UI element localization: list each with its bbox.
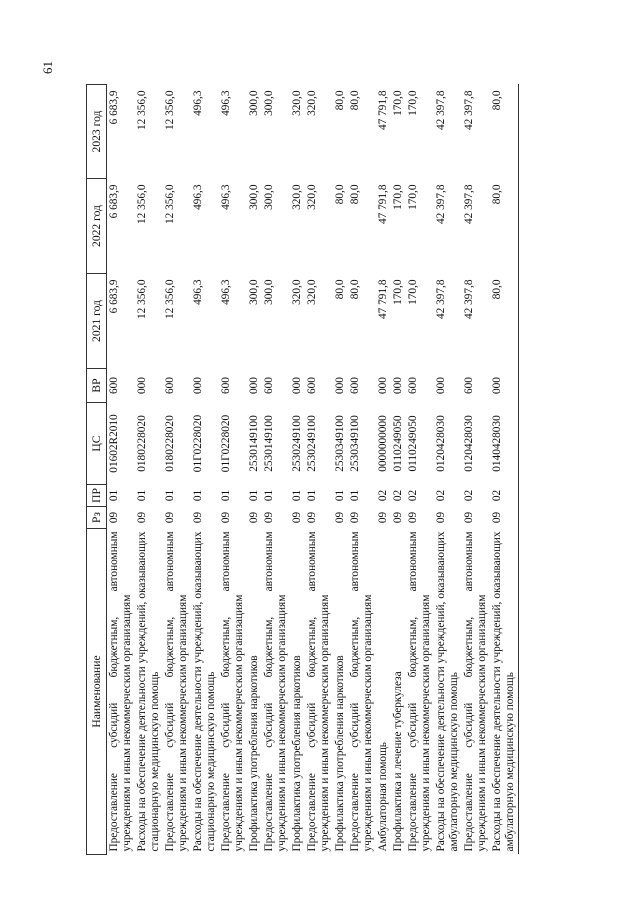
row-cs: 0180228020 [136, 415, 149, 472]
row-cs: 2530249100 [306, 415, 319, 472]
row-2022: 6 683,9 [108, 184, 121, 219]
row-2021: 320,0 [291, 279, 304, 305]
row-name: Расходы на обеспечение деятельности учреждений, оказывающих стационарную медицинскую помощь [136, 531, 162, 852]
row-2022: 12 356,0 [136, 184, 149, 225]
row-rz: 09 [434, 511, 447, 524]
row-2023: 80,0 [490, 90, 503, 111]
table-row [163, 85, 191, 855]
row-cs: 2530349100 [349, 415, 362, 472]
row-pr: 01 [136, 489, 149, 502]
table-body [107, 85, 519, 855]
row-name: Профилактика употребления наркотиков [291, 655, 304, 852]
row-cs: 01Г0228020 [220, 414, 233, 473]
row-2021: 496,3 [220, 279, 233, 305]
table-header-row [87, 85, 107, 855]
row-vr: 000 [434, 377, 447, 394]
row-name: Профилактика и лечение туберкулеза [392, 671, 405, 852]
row-rz: 09 [462, 511, 475, 524]
table-row [462, 85, 490, 855]
row-rz: 09 [349, 511, 362, 524]
row-vr: 600 [220, 377, 233, 394]
row-2022: 300,0 [248, 184, 261, 210]
row-name: Предоставление субсидий бюджетным, автономным учреждениям и иным некоммерческим организациям [164, 531, 190, 852]
row-pr: 01 [192, 489, 205, 502]
row-2021: 12 356,0 [136, 279, 149, 320]
row-pr: 01 [108, 489, 121, 502]
table-row [333, 85, 348, 855]
row-rz: 09 [248, 511, 261, 524]
row-pr: 01 [164, 489, 177, 502]
row-2023: 496,3 [220, 90, 233, 116]
row-rz: 09 [377, 511, 390, 524]
row-2022: 80,0 [334, 184, 347, 205]
table-row [191, 85, 219, 855]
row-name: Предоставление субсидий бюджетным, автономным учреждениям и иным некоммерческим организациям [108, 531, 134, 852]
row-2023: 47 791,8 [377, 90, 390, 131]
row-pr: 02 [434, 489, 447, 502]
row-2021: 300,0 [263, 279, 276, 305]
row-cs: 2530349100 [334, 415, 347, 472]
row-2022: 496,3 [220, 184, 233, 210]
header-2022: 2022 год [87, 179, 107, 274]
table-row [135, 85, 163, 855]
row-2023: 6 683,9 [108, 90, 121, 125]
row-name: Расходы на обеспечение деятельности учреждений, оказывающих стационарную медицинскую помощь [192, 531, 218, 852]
row-2022: 42 397,8 [434, 184, 447, 225]
row-2023: 300,0 [248, 90, 261, 116]
table-row [262, 85, 290, 855]
row-2023: 80,0 [349, 90, 362, 111]
budget-table [86, 84, 519, 855]
row-vr: 000 [136, 377, 149, 394]
row-vr: 600 [306, 377, 319, 394]
row-name: Предоставление субсидий бюджетным, автономным учреждениям и иным некоммерческим организациям [462, 531, 488, 852]
row-cs: 0140428030 [490, 415, 503, 472]
row-2021: 320,0 [306, 279, 319, 305]
row-2022: 170,0 [407, 184, 419, 210]
table-row [348, 85, 376, 855]
row-2022: 80,0 [490, 184, 503, 205]
row-pr: 02 [462, 489, 475, 502]
row-2023: 12 356,0 [164, 90, 177, 131]
row-vr: 000 [377, 377, 390, 394]
row-name: Амбулаторная помощь [377, 742, 390, 852]
row-2023: 496,3 [192, 90, 205, 116]
row-rz: 09 [392, 511, 405, 524]
row-2023: 170,0 [407, 90, 419, 116]
row-rz: 09 [136, 511, 149, 524]
table-row [391, 85, 406, 855]
row-vr: 000 [291, 377, 304, 394]
row-pr: 02 [490, 489, 503, 502]
row-rz: 09 [108, 511, 121, 524]
row-pr: 01 [306, 489, 319, 502]
row-name: Расходы на обеспечение деятельности учреждений, оказывающих амбулаторную медицинскую помощь [490, 531, 516, 852]
rotated-table-container [86, 85, 556, 855]
row-cs: 2530149100 [263, 415, 276, 472]
row-pr: 01 [349, 489, 362, 502]
header-2021: 2021 год [87, 274, 107, 369]
row-2023: 320,0 [291, 90, 304, 116]
row-2021: 496,3 [192, 279, 205, 305]
table-row [107, 85, 135, 855]
row-rz: 09 [407, 511, 419, 524]
header-name: Наименование [87, 529, 107, 855]
table-row [247, 85, 262, 855]
row-vr: 000 [392, 377, 405, 394]
row-2022: 80,0 [349, 184, 362, 205]
row-2023: 42 397,8 [434, 90, 447, 131]
row-rz: 09 [220, 511, 233, 524]
row-vr: 600 [108, 377, 121, 394]
row-2022: 12 356,0 [164, 184, 177, 225]
table-row [290, 85, 305, 855]
row-pr: 02 [377, 489, 390, 502]
row-vr: 600 [164, 377, 177, 394]
row-2021: 12 356,0 [164, 279, 177, 320]
row-cs: 0180228020 [164, 415, 177, 472]
row-vr: 600 [349, 377, 362, 394]
row-pr: 02 [407, 489, 419, 502]
row-vr: 000 [490, 377, 503, 394]
row-cs: 0110249050 [392, 415, 405, 472]
row-2022: 496,3 [192, 184, 205, 210]
table-row [434, 85, 462, 855]
row-2022: 170,0 [392, 184, 405, 210]
row-2023: 42 397,8 [462, 90, 475, 131]
row-rz: 09 [192, 511, 205, 524]
row-rz: 09 [306, 511, 319, 524]
row-2022: 42 397,8 [462, 184, 475, 225]
row-2022: 47 791,8 [377, 184, 390, 225]
row-name: Расходы на обеспечение деятельности учреждений, оказывающих амбулаторную медицинскую помощь [434, 531, 460, 852]
row-2021: 80,0 [349, 279, 362, 300]
row-vr: 600 [263, 377, 276, 394]
row-name: Профилактика употребления наркотиков [248, 655, 261, 852]
row-name: Предоставление субсидий бюджетным, автономным учреждениям и иным некоммерческим организациям [220, 531, 246, 852]
row-name: Профилактика употребления наркотиков [334, 655, 347, 852]
row-2021: 42 397,8 [434, 279, 447, 320]
row-2022: 320,0 [291, 184, 304, 210]
table-row [490, 85, 518, 855]
row-cs: 01Г0228020 [192, 414, 205, 473]
row-rz: 09 [263, 511, 276, 524]
row-vr: 600 [407, 377, 419, 394]
row-2021: 170,0 [392, 279, 405, 305]
row-vr: 600 [462, 377, 475, 394]
row-cs: 2530249100 [291, 415, 304, 472]
row-2021: 170,0 [407, 279, 419, 305]
row-pr: 01 [263, 489, 276, 502]
row-rz: 09 [490, 511, 503, 524]
row-2022: 320,0 [306, 184, 319, 210]
row-rz: 09 [164, 511, 177, 524]
row-name: Предоставление субсидий бюджетным, автономным учреждениям и иным некоммерческим организациям [306, 531, 332, 852]
row-2021: 80,0 [490, 279, 503, 300]
row-cs: 0120428030 [462, 415, 475, 472]
row-name: Предоставление субсидий бюджетным, автономным учреждениям и иным некоммерческим организациям [407, 531, 432, 852]
row-2023: 80,0 [334, 90, 347, 111]
row-pr: 01 [248, 489, 261, 502]
row-rz: 09 [291, 511, 304, 524]
table-row [219, 85, 247, 855]
row-2021: 47 791,8 [377, 279, 390, 320]
row-2023: 300,0 [263, 90, 276, 116]
header-rz: Рз [87, 507, 107, 529]
row-vr: 000 [334, 377, 347, 394]
row-vr: 000 [192, 377, 205, 394]
row-name: Предоставление субсидий бюджетным, автономным учреждениям и иным некоммерческим организациям [263, 531, 289, 852]
row-rz: 09 [334, 511, 347, 524]
row-cs: 2530149100 [248, 415, 261, 472]
row-2023: 170,0 [392, 90, 405, 116]
row-cs: 0000000000 [377, 415, 390, 472]
row-2021: 300,0 [248, 279, 261, 305]
row-2023: 12 356,0 [136, 90, 149, 131]
row-cs: 0120428030 [434, 415, 447, 472]
row-cs: 0110249050 [407, 415, 419, 472]
table-row [406, 85, 434, 855]
row-2021: 6 683,9 [108, 279, 121, 314]
row-pr: 01 [334, 489, 347, 502]
header-cs: ЦС [87, 403, 107, 485]
row-2023: 320,0 [306, 90, 319, 116]
header-pr: ПР [87, 485, 107, 507]
table-row [305, 85, 333, 855]
row-name: Предоставление субсидий бюджетным, автономным учреждениям и иным некоммерческим организациям [349, 531, 375, 852]
row-2022: 300,0 [263, 184, 276, 210]
header-vr: ВР [87, 369, 107, 403]
row-pr: 01 [291, 489, 304, 502]
table-row [376, 85, 391, 855]
row-2021: 80,0 [334, 279, 347, 300]
row-pr: 01 [220, 489, 233, 502]
header-2023: 2023 год [87, 85, 107, 179]
row-vr: 000 [248, 377, 261, 394]
row-2021: 42 397,8 [462, 279, 475, 320]
page-number: 61 [40, 61, 55, 74]
row-pr: 02 [392, 489, 405, 502]
row-cs: 01602R2010 [108, 414, 121, 473]
